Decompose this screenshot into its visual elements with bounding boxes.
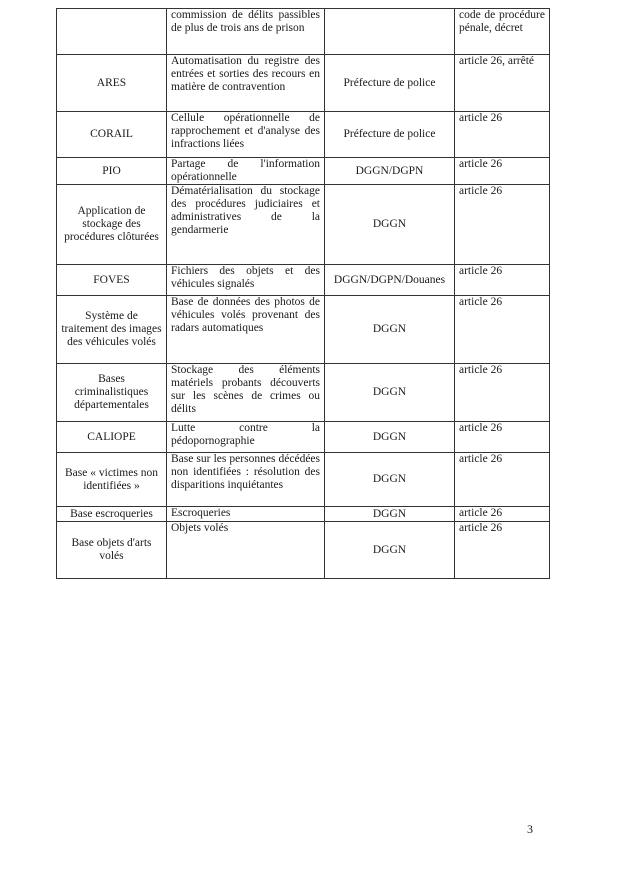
row-legal-basis-cell: article 26 (455, 453, 550, 507)
row-name-cell: Base « victimes non identifiées » (57, 453, 167, 507)
row-description-cell: Dématérialisation du stockage des procédures judiciaires et administratives de la gendarmerie (167, 185, 325, 265)
row-name-cell: Application de stockage des procédures clôturées (57, 185, 167, 265)
row-legal-basis-cell: article 26 (455, 185, 550, 265)
row-legal-basis-cell: code de procédure pénale, décret (455, 9, 550, 55)
row-description-cell: Fichiers des objets et des véhicules signalés (167, 265, 325, 296)
table-row (57, 265, 550, 296)
row-legal-basis-cell: article 26 (455, 422, 550, 453)
row-description-cell: Objets volés (167, 522, 325, 579)
table-row (57, 522, 550, 579)
row-description-cell: commission de délits passibles de plus de trois ans de prison (167, 9, 325, 55)
row-description-cell: Lutte contre la pédopornographie (167, 422, 325, 453)
row-legal-basis-cell: article 26 (455, 522, 550, 579)
table-row (57, 422, 550, 453)
row-legal-basis-cell: article 26 (455, 364, 550, 422)
row-authority-cell: DGGN (325, 522, 455, 579)
table-row (57, 55, 550, 112)
row-description-cell: Stockage des éléments matériels probants découverts sur les scènes de crimes ou délits (167, 364, 325, 422)
row-description-cell: Automatisation du registre des entrées et sorties des recours en matière de contravention (167, 55, 325, 112)
table-row (57, 453, 550, 507)
row-name-cell: ARES (57, 55, 167, 112)
row-authority-cell: DGGN (325, 296, 455, 364)
page-number: 3 (527, 822, 533, 836)
row-name-cell: CALIOPE (57, 422, 167, 453)
row-authority-cell: Préfecture de police (325, 112, 455, 158)
row-authority-cell: DGGN (325, 364, 455, 422)
registry-table (56, 8, 550, 579)
row-legal-basis-cell: article 26 (455, 265, 550, 296)
row-legal-basis-cell: article 26 (455, 507, 550, 522)
row-authority-cell: Préfecture de police (325, 55, 455, 112)
row-description-cell: Base de données des photos de véhicules volés provenant des radars automatiques (167, 296, 325, 364)
table-row (57, 9, 550, 55)
table-row (57, 364, 550, 422)
row-authority-cell: DGGN (325, 185, 455, 265)
row-authority-cell: DGGN (325, 453, 455, 507)
row-description-cell: Base sur les personnes décédées non identifiées : résolution des disparitions inquiétantes (167, 453, 325, 507)
row-authority-cell: DGGN (325, 422, 455, 453)
row-name-cell: FOVES (57, 265, 167, 296)
table-row (57, 112, 550, 158)
table-row (57, 185, 550, 265)
row-legal-basis-cell: article 26, arrêté (455, 55, 550, 112)
row-name-cell: CORAIL (57, 112, 167, 158)
row-description-cell: Cellule opérationnelle de rapprochement et d'analyse des infractions liées (167, 112, 325, 158)
row-legal-basis-cell: article 26 (455, 158, 550, 185)
row-authority-cell (325, 9, 455, 55)
row-description-cell: Escroqueries (167, 507, 325, 522)
table-row (57, 507, 550, 522)
row-legal-basis-cell: article 26 (455, 112, 550, 158)
row-name-cell (57, 9, 167, 55)
row-name-cell: Système de traitement des images des véhicules volés (57, 296, 167, 364)
row-name-cell: PIO (57, 158, 167, 185)
table-row (57, 296, 550, 364)
row-legal-basis-cell: article 26 (455, 296, 550, 364)
row-authority-cell: DGGN/DGPN/Douanes (325, 265, 455, 296)
row-description-cell: Partage de l'information opérationnelle (167, 158, 325, 185)
row-name-cell: Bases criminalistiques départementales (57, 364, 167, 422)
row-name-cell: Base objets d'arts volés (57, 522, 167, 579)
row-authority-cell: DGGN (325, 507, 455, 522)
row-authority-cell: DGGN/DGPN (325, 158, 455, 185)
row-name-cell: Base escroqueries (57, 507, 167, 522)
table-row (57, 158, 550, 185)
